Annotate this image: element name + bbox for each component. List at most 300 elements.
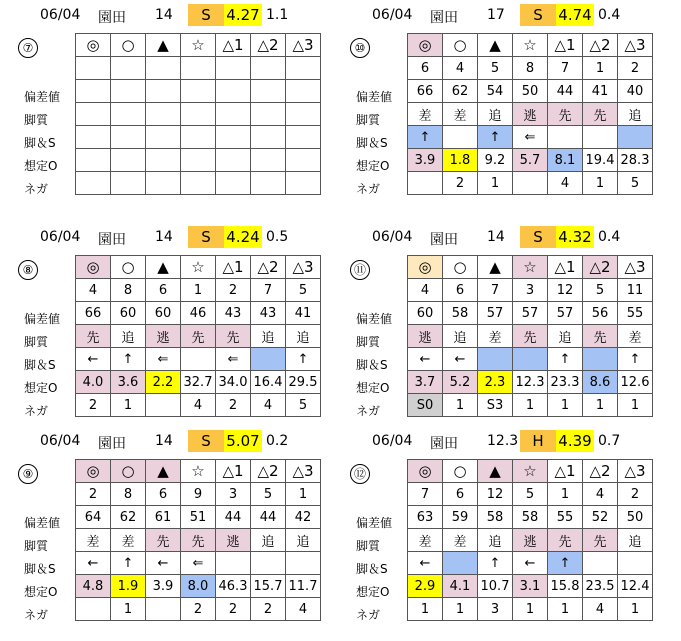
- row-label: 偏差値: [24, 312, 61, 326]
- mark-cell: ☆: [513, 460, 548, 483]
- table-row: [408, 483, 653, 506]
- table-cell: 追: [548, 325, 583, 348]
- race-header: [350, 4, 680, 26]
- table-cell: 差: [618, 325, 653, 348]
- table-row: [76, 371, 321, 394]
- table-cell: [111, 80, 146, 103]
- race-date: 06/04: [372, 229, 413, 245]
- table-cell: 5: [513, 483, 548, 506]
- row-label: ネガ: [356, 182, 381, 196]
- table-row: [76, 529, 321, 552]
- table-cell: [251, 172, 286, 195]
- table-cell: [583, 348, 618, 371]
- race-panel: [18, 430, 348, 630]
- table-cell: 6: [146, 279, 181, 302]
- table-cell: 7: [408, 483, 443, 506]
- race-grade: S: [188, 4, 224, 26]
- table-cell: 7: [548, 57, 583, 80]
- mark-cell: ◎: [76, 460, 111, 483]
- table-cell: 5.7: [513, 149, 548, 172]
- table-cell: 61: [146, 506, 181, 529]
- race-header: [350, 226, 680, 248]
- table-cell: 34.0: [216, 371, 251, 394]
- race-venue: 園田: [430, 436, 458, 452]
- table-cell: 66: [408, 80, 443, 103]
- race-distance: 12.3: [487, 433, 519, 449]
- race-value: 0.5: [266, 229, 289, 245]
- table-row: [408, 149, 653, 172]
- race-value: 0.7: [598, 433, 621, 449]
- table-cell: 1: [181, 279, 216, 302]
- race-number: ⑧: [18, 260, 38, 280]
- table-cell: [286, 149, 321, 172]
- row-label: 偏差値: [356, 312, 393, 326]
- table-cell: 12.4: [618, 575, 653, 598]
- row-label: 想定O: [24, 159, 58, 173]
- table-cell: 23.5: [583, 575, 618, 598]
- table-cell: 逃: [513, 529, 548, 552]
- mark-cell: ☆: [513, 34, 548, 57]
- table-cell: ←: [408, 348, 443, 371]
- table-cell: 1: [111, 598, 146, 621]
- race-value: 0.4: [598, 7, 621, 23]
- table-cell: [146, 103, 181, 126]
- race-value: 0.2: [266, 433, 289, 449]
- table-cell: 差: [408, 103, 443, 126]
- race-header: [350, 430, 680, 452]
- race-number: ⑪: [350, 260, 370, 280]
- race-date: 06/04: [372, 7, 413, 23]
- table-cell: [111, 103, 146, 126]
- table-row: [76, 279, 321, 302]
- table-cell: 15.7: [251, 575, 286, 598]
- mark-row: [408, 34, 653, 57]
- table-cell: [548, 126, 583, 149]
- table-cell: 43: [216, 302, 251, 325]
- table-cell: 2.9: [408, 575, 443, 598]
- table-cell: 44: [251, 506, 286, 529]
- table-cell: [251, 149, 286, 172]
- table-row: [408, 371, 653, 394]
- table-cell: [216, 149, 251, 172]
- table-cell: 5: [583, 279, 618, 302]
- table-cell: 5: [618, 172, 653, 195]
- race-panel: [350, 4, 680, 204]
- race-grid: [75, 459, 321, 621]
- table-cell: [618, 552, 653, 575]
- table-cell: 44: [548, 80, 583, 103]
- table-cell: 先: [583, 529, 618, 552]
- row-label: ネガ: [24, 182, 49, 196]
- table-cell: [146, 394, 181, 417]
- table-cell: 4: [548, 172, 583, 195]
- mark-cell: ○: [111, 460, 146, 483]
- table-cell: ↑: [408, 126, 443, 149]
- table-cell: 4.8: [76, 575, 111, 598]
- mark-cell: △3: [286, 34, 321, 57]
- table-cell: [618, 126, 653, 149]
- table-cell: [181, 149, 216, 172]
- table-cell: 差: [76, 529, 111, 552]
- table-cell: 4.1: [443, 575, 478, 598]
- table-cell: [216, 126, 251, 149]
- mark-cell: △1: [216, 460, 251, 483]
- table-cell: [76, 149, 111, 172]
- mark-cell: ☆: [181, 256, 216, 279]
- mark-cell: ▲: [146, 460, 181, 483]
- table-cell: [146, 80, 181, 103]
- table-cell: [181, 126, 216, 149]
- table-cell: 4: [408, 279, 443, 302]
- table-cell: [216, 552, 251, 575]
- table-cell: 50: [513, 80, 548, 103]
- table-cell: 9: [181, 483, 216, 506]
- table-cell: 2: [216, 394, 251, 417]
- table-cell: ↑: [111, 552, 146, 575]
- table-row: [76, 57, 321, 80]
- table-cell: [251, 80, 286, 103]
- table-cell: [181, 103, 216, 126]
- table-cell: [216, 103, 251, 126]
- table-cell: 57: [478, 302, 513, 325]
- mark-cell: ☆: [181, 460, 216, 483]
- table-cell: 3.1: [513, 575, 548, 598]
- table-cell: [111, 57, 146, 80]
- table-cell: [146, 149, 181, 172]
- race-venue: 園田: [98, 232, 126, 248]
- race-header: [18, 4, 348, 26]
- table-cell: ↑: [478, 126, 513, 149]
- table-cell: 追: [251, 325, 286, 348]
- row-label: ネガ: [356, 608, 381, 622]
- table-cell: 64: [76, 506, 111, 529]
- table-cell: 62: [443, 80, 478, 103]
- table-cell: 1.8: [443, 149, 478, 172]
- mark-cell: ◎: [76, 34, 111, 57]
- table-cell: 2: [251, 598, 286, 621]
- table-cell: [216, 80, 251, 103]
- table-cell: 追: [478, 103, 513, 126]
- table-cell: 42: [286, 506, 321, 529]
- table-cell: 12.6: [618, 371, 653, 394]
- mark-row: [408, 256, 653, 279]
- table-cell: 12: [548, 279, 583, 302]
- table-cell: [146, 57, 181, 80]
- race-date: 06/04: [40, 433, 81, 449]
- mark-cell: ▲: [478, 256, 513, 279]
- table-cell: 逃: [408, 325, 443, 348]
- table-row: [408, 126, 653, 149]
- table-row: [76, 575, 321, 598]
- mark-cell: ▲: [146, 256, 181, 279]
- mark-cell: △2: [583, 460, 618, 483]
- row-label: 脚＆S: [356, 358, 388, 372]
- table-cell: 3: [216, 483, 251, 506]
- table-cell: [76, 80, 111, 103]
- race-grade: S: [188, 226, 224, 248]
- table-cell: 15.8: [548, 575, 583, 598]
- table-cell: 54: [478, 80, 513, 103]
- table-cell: ↑: [548, 552, 583, 575]
- mark-cell: ○: [443, 34, 478, 57]
- table-cell: 2: [216, 279, 251, 302]
- table-cell: 3.9: [146, 575, 181, 598]
- table-cell: 先: [76, 325, 111, 348]
- table-cell: 57: [513, 302, 548, 325]
- table-cell: [286, 126, 321, 149]
- row-label: 脚質: [24, 113, 49, 127]
- table-cell: [286, 80, 321, 103]
- table-cell: 8: [111, 483, 146, 506]
- table-cell: 8: [513, 57, 548, 80]
- table-cell: 8.6: [583, 371, 618, 394]
- race-number: ⑫: [350, 464, 370, 484]
- table-cell: 60: [408, 302, 443, 325]
- row-label: 偏差値: [356, 516, 393, 530]
- mark-cell: △3: [618, 34, 653, 57]
- row-label: 脚質: [24, 335, 49, 349]
- table-cell: ⇐: [216, 348, 251, 371]
- table-cell: 先: [146, 529, 181, 552]
- table-cell: 5: [286, 394, 321, 417]
- table-cell: [76, 103, 111, 126]
- table-cell: 先: [548, 103, 583, 126]
- table-cell: 7: [478, 279, 513, 302]
- race-value: 0.4: [598, 229, 621, 245]
- mark-row: [76, 34, 321, 57]
- table-cell: 28.3: [618, 149, 653, 172]
- table-cell: [251, 103, 286, 126]
- table-cell: 1: [408, 598, 443, 621]
- race-grade: H: [520, 430, 556, 452]
- mark-cell: △1: [548, 256, 583, 279]
- race-header: [18, 226, 348, 248]
- race-distance: 17: [487, 7, 505, 23]
- table-cell: [111, 126, 146, 149]
- table-cell: ←: [76, 348, 111, 371]
- table-cell: 逃: [513, 103, 548, 126]
- table-cell: [286, 172, 321, 195]
- table-cell: 1: [478, 172, 513, 195]
- table-cell: 23.3: [548, 371, 583, 394]
- mark-cell: ◎: [408, 256, 443, 279]
- race-panel: [350, 430, 680, 630]
- mark-cell: ▲: [146, 34, 181, 57]
- table-cell: [583, 552, 618, 575]
- table-cell: ⇐: [146, 348, 181, 371]
- row-label: 脚質: [356, 335, 381, 349]
- table-row: [76, 394, 321, 417]
- table-cell: 58: [443, 302, 478, 325]
- table-cell: 8: [111, 279, 146, 302]
- table-cell: 66: [76, 302, 111, 325]
- table-cell: 12: [478, 483, 513, 506]
- table-cell: 1: [286, 483, 321, 506]
- row-label: 脚質: [24, 539, 49, 553]
- table-cell: 3.9: [408, 149, 443, 172]
- table-cell: [286, 103, 321, 126]
- table-cell: 先: [583, 103, 618, 126]
- mark-cell: △1: [548, 34, 583, 57]
- table-cell: 追: [618, 103, 653, 126]
- row-label: 脚＆S: [356, 562, 388, 576]
- mark-cell: △2: [251, 34, 286, 57]
- table-cell: 2.3: [478, 371, 513, 394]
- table-cell: 1: [548, 598, 583, 621]
- table-cell: 3: [478, 598, 513, 621]
- table-cell: [443, 126, 478, 149]
- table-cell: [583, 126, 618, 149]
- table-cell: [76, 172, 111, 195]
- table-cell: 8.0: [181, 575, 216, 598]
- table-cell: 11: [618, 279, 653, 302]
- table-cell: 19.4: [583, 149, 618, 172]
- table-row: [76, 483, 321, 506]
- table-cell: 4: [443, 57, 478, 80]
- table-row: [408, 325, 653, 348]
- race-distance: 14: [487, 229, 505, 245]
- race-panel: [18, 4, 348, 204]
- race-number: ⑩: [350, 38, 370, 58]
- race-score: 4.39: [556, 430, 594, 452]
- row-label: 脚＆S: [24, 358, 56, 372]
- race-grade: S: [520, 226, 556, 248]
- race-venue: 園田: [98, 10, 126, 26]
- race-grid: [75, 33, 321, 195]
- table-cell: S3: [478, 394, 513, 417]
- table-cell: 41: [583, 80, 618, 103]
- table-cell: 5: [286, 279, 321, 302]
- table-row: [408, 575, 653, 598]
- table-cell: ↑: [478, 552, 513, 575]
- row-label: 偏差値: [24, 90, 61, 104]
- row-label: 脚質: [356, 539, 381, 553]
- table-cell: 2: [76, 483, 111, 506]
- table-cell: 先: [181, 325, 216, 348]
- table-cell: [146, 126, 181, 149]
- table-cell: 追: [286, 325, 321, 348]
- table-cell: 6: [443, 483, 478, 506]
- table-cell: 2.2: [146, 371, 181, 394]
- race-score: 4.27: [224, 4, 262, 26]
- table-row: [76, 348, 321, 371]
- race-distance: 14: [155, 7, 173, 23]
- table-cell: 5: [251, 483, 286, 506]
- table-cell: 60: [146, 302, 181, 325]
- table-cell: ⇐: [513, 126, 548, 149]
- table-cell: 1.9: [111, 575, 146, 598]
- mark-cell: ☆: [513, 256, 548, 279]
- table-cell: 1: [513, 394, 548, 417]
- table-row: [408, 80, 653, 103]
- table-cell: 4: [583, 598, 618, 621]
- mark-cell: ☆: [181, 34, 216, 57]
- table-cell: 1: [618, 598, 653, 621]
- table-cell: 2: [181, 598, 216, 621]
- table-cell: 55: [618, 302, 653, 325]
- table-cell: S0: [408, 394, 443, 417]
- table-cell: 6: [408, 57, 443, 80]
- table-cell: ←: [76, 552, 111, 575]
- table-cell: 差: [111, 529, 146, 552]
- table-cell: 3: [513, 279, 548, 302]
- table-cell: 2: [618, 483, 653, 506]
- row-label: ネガ: [356, 404, 381, 418]
- row-label: 脚質: [356, 113, 381, 127]
- table-cell: ⇐: [181, 552, 216, 575]
- table-cell: [286, 552, 321, 575]
- table-cell: 3.7: [408, 371, 443, 394]
- mark-row: [76, 256, 321, 279]
- table-row: [76, 126, 321, 149]
- table-cell: 63: [408, 506, 443, 529]
- table-cell: 29.5: [286, 371, 321, 394]
- table-cell: 先: [583, 325, 618, 348]
- mark-cell: ▲: [478, 460, 513, 483]
- table-cell: [408, 172, 443, 195]
- mark-cell: △3: [618, 460, 653, 483]
- mark-cell: △1: [216, 34, 251, 57]
- table-row: [408, 57, 653, 80]
- race-venue: 園田: [98, 436, 126, 452]
- table-cell: 先: [181, 529, 216, 552]
- table-cell: 57: [548, 302, 583, 325]
- table-cell: 差: [408, 529, 443, 552]
- table-cell: 58: [513, 506, 548, 529]
- race-score: 4.32: [556, 226, 594, 248]
- mark-cell: △2: [251, 460, 286, 483]
- table-cell: 11.7: [286, 575, 321, 598]
- table-cell: 32.7: [181, 371, 216, 394]
- table-cell: 59: [443, 506, 478, 529]
- mark-cell: △2: [251, 256, 286, 279]
- mark-cell: △1: [216, 256, 251, 279]
- table-cell: 4: [286, 598, 321, 621]
- mark-cell: ▲: [478, 34, 513, 57]
- table-row: [76, 506, 321, 529]
- table-row: [408, 103, 653, 126]
- table-cell: 差: [443, 529, 478, 552]
- table-cell: 8.1: [548, 149, 583, 172]
- mark-row: [408, 460, 653, 483]
- table-cell: ↑: [286, 348, 321, 371]
- table-cell: 差: [478, 325, 513, 348]
- table-cell: 16.4: [251, 371, 286, 394]
- table-row: [76, 598, 321, 621]
- table-cell: [251, 126, 286, 149]
- race-number: ⑦: [18, 38, 38, 58]
- table-cell: [286, 57, 321, 80]
- mark-cell: △3: [286, 256, 321, 279]
- mark-cell: △2: [583, 34, 618, 57]
- race-score: 4.74: [556, 4, 594, 26]
- table-cell: 60: [111, 302, 146, 325]
- table-row: [408, 394, 653, 417]
- table-cell: 先: [548, 529, 583, 552]
- race-grade: S: [188, 430, 224, 452]
- table-cell: 差: [443, 103, 478, 126]
- mark-cell: ◎: [76, 256, 111, 279]
- table-cell: 1: [618, 394, 653, 417]
- table-cell: 4: [583, 483, 618, 506]
- race-grid: [407, 33, 653, 195]
- mark-cell: △3: [618, 256, 653, 279]
- table-row: [408, 506, 653, 529]
- table-cell: 4: [181, 394, 216, 417]
- table-cell: 46: [181, 302, 216, 325]
- table-row: [408, 348, 653, 371]
- table-cell: 41: [286, 302, 321, 325]
